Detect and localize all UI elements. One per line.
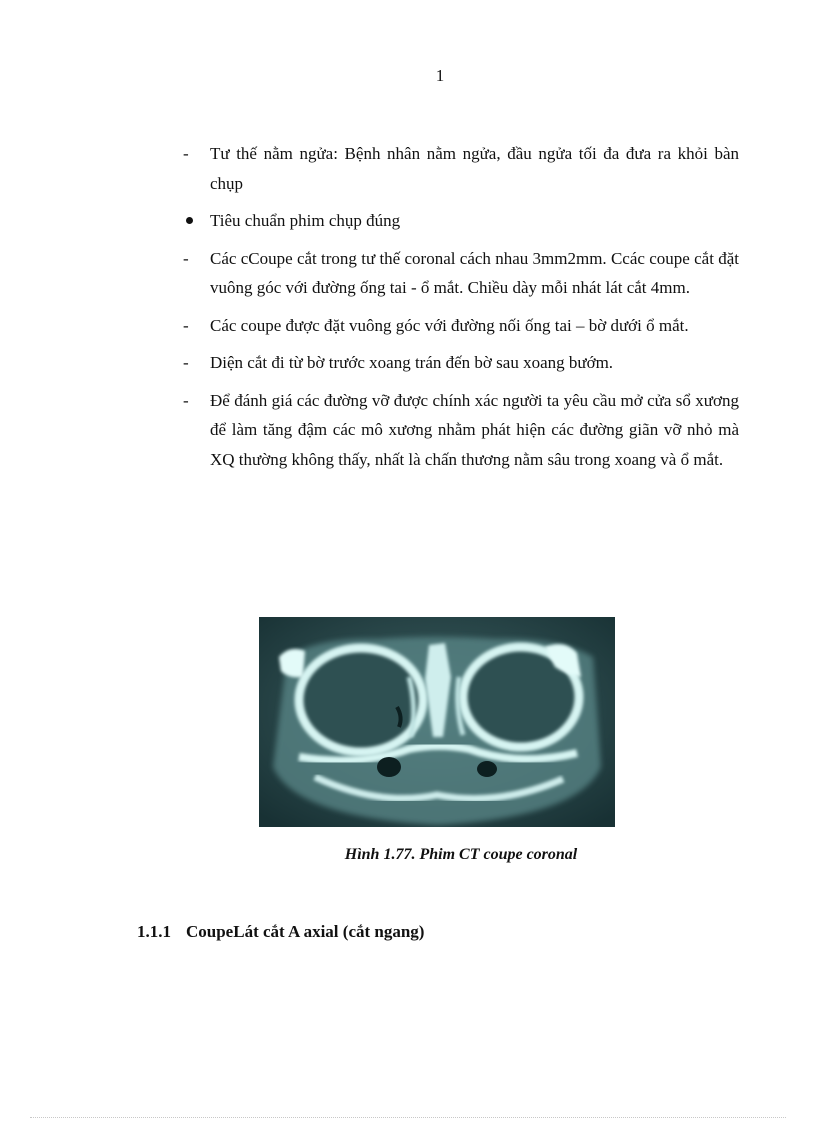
section-title: CoupeLát cắt A axial (cắt ngang) <box>186 922 425 941</box>
list-item-text: Để đánh giá các đường vỡ được chính xác người ta yêu cầu mở cửa sổ xương để làm tăng đậm các mô xương nhằm phát hiện các đường giãn vỡ nhỏ mà XQ thường không thấy, nhất là chấn thương nằm sâu trong xoang và ổ mắt. <box>210 390 739 469</box>
bullet-icon <box>186 217 193 224</box>
page-bottom-divider <box>30 1117 786 1118</box>
list-item <box>183 244 739 303</box>
list-item <box>183 139 739 198</box>
list-item-text: Diện cắt đi từ bờ trước xoang trán đến bờ sau xoang bướm. <box>210 353 614 372</box>
list-item-text: Các coupe được đặt vuông góc với đường nối ống tai – bờ dưới ổ mắt. <box>210 315 689 335</box>
right-sinus-air <box>477 761 497 777</box>
dash-marker: - <box>183 248 189 268</box>
list-item <box>183 348 739 378</box>
list-item-text: Tư thế nằm ngửa: Bệnh nhân nằm ngửa, đầu ngửa tối đa đưa ra khỏi bàn chụp <box>210 144 739 193</box>
left-sinus-air <box>377 757 401 777</box>
dash-marker: - <box>183 315 189 335</box>
body-text <box>183 139 739 482</box>
page-number: 1 <box>435 66 445 85</box>
section-heading <box>137 922 424 942</box>
dash-marker: - <box>183 390 189 410</box>
list-item <box>183 311 739 341</box>
figure-caption: Hình 1.77. Phim CT coupe coronal <box>344 846 578 863</box>
list-item <box>183 206 739 236</box>
list-item-text: Các cCoupe cắt trong tư thế coronal cách nhau 3mm2mm. Ccác coupe cắt đặt vuông góc với đường ống tai - ổ mắt. Chiều dày mỗi nhát lát cắt 4mm. <box>210 248 739 297</box>
ct-coronal-illustration <box>259 617 615 827</box>
ct-scan-image <box>259 617 615 827</box>
list-item-text: Tiêu chuẩn phim chụp đúng <box>210 211 401 230</box>
dash-marker: - <box>183 353 189 372</box>
dash-marker: - <box>183 144 189 163</box>
list-item <box>183 386 739 475</box>
section-number: 1.1.1 <box>137 922 171 941</box>
